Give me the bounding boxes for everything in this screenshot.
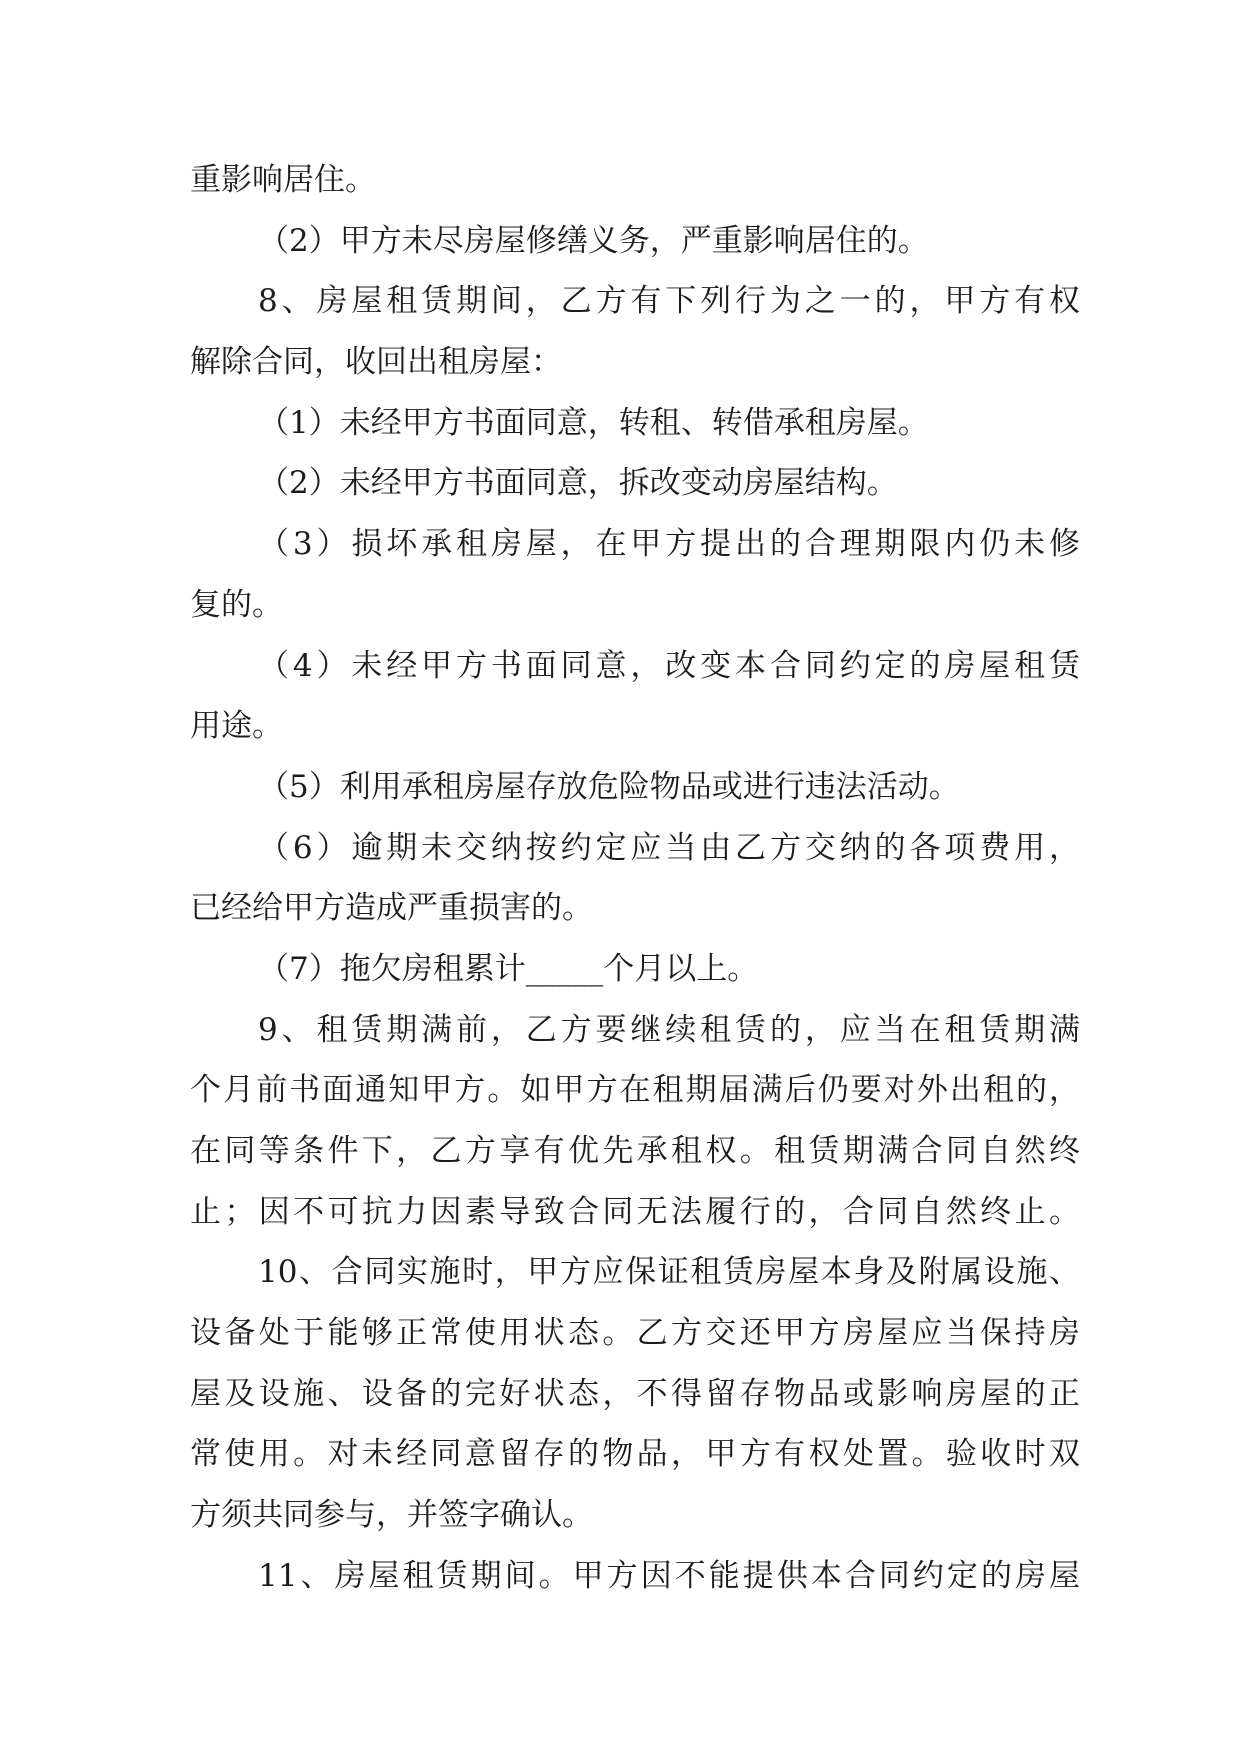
text-line: 10、合同实施时，甲方应保证租赁房屋本身及附属设施、 (258, 1254, 1080, 1291)
text-line: （2）未经甲方书面同意，拆改变动房屋结构。 (258, 465, 898, 502)
text-line: 8、房屋租赁期间，乙方有下列行为之一的，甲方有权 (258, 283, 1080, 320)
document-body (190, 150, 1080, 1607)
text-line: 方须共同参与，并签字确认。 (190, 1497, 593, 1534)
text-line: 常使用。对未经同意留存的物品，甲方有权处置。验收时双 (190, 1436, 1080, 1473)
text-line: 复的。 (190, 586, 283, 623)
text-line: 9、租赁期满前，乙方要继续租赁的，应当在租赁期满 (258, 1011, 1080, 1048)
text-line: 设备处于能够正常使用状态。乙方交还甲方房屋应当保持房 (190, 1315, 1080, 1352)
text-line: 个月前书面通知甲方。如甲方在租期届满后仍要对外出租的， (190, 1072, 1080, 1109)
text-line: （6）逾期未交纳按约定应当由乙方交纳的各项费用， (258, 829, 1080, 866)
text-line: 用途。 (190, 708, 283, 745)
text-line: 11、房屋租赁期间。甲方因不能提供本合同约定的房屋 (258, 1557, 1080, 1594)
text-line: 在同等条件下，乙方享有优先承租权。租赁期满合同自然终 (190, 1133, 1080, 1169)
text-line: 解除合同，收回出租房屋： (190, 344, 562, 381)
text-line: 已经给甲方造成严重损害的。 (190, 890, 593, 927)
text-line: （1）未经甲方书面同意，转租、转借承租房屋。 (258, 404, 929, 441)
text-line: 屋及设施、设备的完好状态，不得留存物品或影响房屋的正 (190, 1375, 1080, 1412)
text-line: （2）甲方未尽房屋修缮义务，严重影响居住的。 (258, 222, 929, 259)
text-line: （4）未经甲方书面同意，改变本合同约定的房屋租赁 (258, 647, 1080, 684)
text-line: （5）利用承租房屋存放危险物品或进行违法活动。 (258, 768, 960, 805)
text-line: （3）损坏承租房屋，在甲方提出的合理期限内仍未修 (258, 526, 1080, 563)
text-line: 止；因不可抗力因素导致合同无法履行的，合同自然终止。 (190, 1193, 1080, 1230)
text-line: （7）拖欠房租累计_____个月以上。 (258, 950, 759, 987)
text-line: 重影响居住。 (190, 162, 376, 198)
